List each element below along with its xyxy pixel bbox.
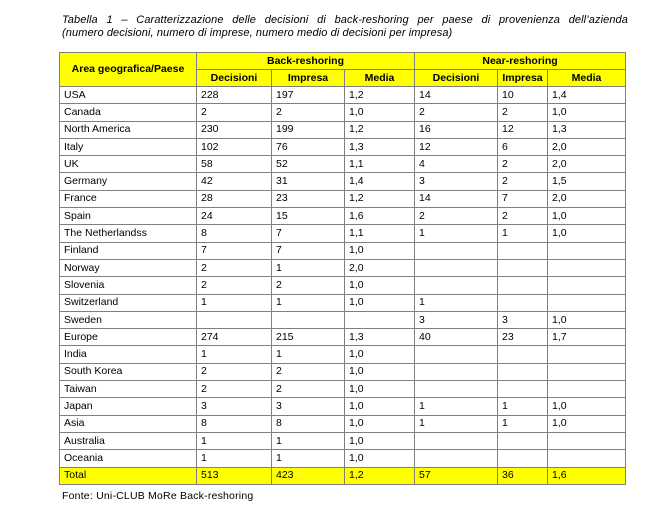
cell-back-media: 1,3 (345, 138, 415, 155)
table-row (60, 259, 626, 276)
cell-area: Switzerland (60, 294, 197, 311)
cell-area: Europe (60, 329, 197, 346)
table-row (60, 138, 626, 155)
cell-back-decisioni: 274 (197, 329, 272, 346)
cell-back-decisioni: 2 (197, 104, 272, 121)
cell-near-media: 1,0 (548, 415, 626, 432)
cell-near-decisioni: 12 (415, 138, 498, 155)
cell-near-decisioni (415, 346, 498, 363)
cell-back-media (345, 311, 415, 328)
cell-back-impresa: 7 (272, 242, 345, 259)
cell-back-media: 1,1 (345, 225, 415, 242)
cell-near-media (548, 259, 626, 276)
cell-area: Norway (60, 259, 197, 276)
header-near-media: Media (548, 70, 626, 87)
cell-near-decisioni (415, 259, 498, 276)
cell-near-impresa (498, 277, 548, 294)
cell-area: The Netherlandss (60, 225, 197, 242)
cell-near-media (548, 381, 626, 398)
table-row (60, 156, 626, 173)
cell-near-decisioni: 57 (415, 467, 498, 484)
table-row (60, 398, 626, 415)
cell-back-impresa: 31 (272, 173, 345, 190)
cell-near-impresa: 36 (498, 467, 548, 484)
cell-back-decisioni: 24 (197, 208, 272, 225)
cell-near-impresa: 1 (498, 225, 548, 242)
cell-back-impresa: 1 (272, 450, 345, 467)
caption-line-1: Tabella 1 – Caratterizzazione delle decisioni di back-reshoring per paese di provenienza dell’azienda (62, 14, 628, 26)
cell-back-media: 1,0 (345, 104, 415, 121)
cell-back-impresa: 1 (272, 432, 345, 449)
cell-near-media: 1,0 (548, 208, 626, 225)
cell-near-media: 1,5 (548, 173, 626, 190)
cell-near-media: 2,0 (548, 156, 626, 173)
table-row (60, 381, 626, 398)
cell-back-impresa: 3 (272, 398, 345, 415)
table-row (60, 190, 626, 207)
cell-near-media (548, 363, 626, 380)
cell-near-impresa: 10 (498, 87, 548, 104)
table-row (60, 242, 626, 259)
cell-near-decisioni (415, 363, 498, 380)
cell-near-impresa (498, 259, 548, 276)
cell-back-decisioni: 1 (197, 346, 272, 363)
cell-back-decisioni: 2 (197, 259, 272, 276)
cell-near-media: 1,0 (548, 398, 626, 415)
header-back-decisioni: Decisioni (197, 70, 272, 87)
cell-near-impresa: 6 (498, 138, 548, 155)
cell-area: Oceania (60, 450, 197, 467)
cell-back-media: 1,2 (345, 190, 415, 207)
cell-near-media (548, 294, 626, 311)
cell-near-media: 2,0 (548, 138, 626, 155)
cell-near-media (548, 432, 626, 449)
table-caption (62, 14, 628, 40)
cell-back-media: 1,0 (345, 415, 415, 432)
cell-back-media: 1,2 (345, 121, 415, 138)
cell-back-impresa: 1 (272, 346, 345, 363)
header-near-decisioni: Decisioni (415, 70, 498, 87)
cell-area: Italy (60, 138, 197, 155)
cell-back-media: 1,0 (345, 363, 415, 380)
cell-back-impresa: 1 (272, 259, 345, 276)
cell-back-decisioni: 28 (197, 190, 272, 207)
cell-near-impresa (498, 294, 548, 311)
header-near-impresa: Impresa (498, 70, 548, 87)
cell-back-decisioni: 8 (197, 415, 272, 432)
cell-back-decisioni: 2 (197, 381, 272, 398)
cell-near-impresa: 3 (498, 311, 548, 328)
table-row (60, 329, 626, 346)
cell-area: Spain (60, 208, 197, 225)
cell-back-decisioni: 2 (197, 363, 272, 380)
cell-area: France (60, 190, 197, 207)
header-near-reshoring: Near-reshoring (415, 53, 626, 70)
cell-area: North America (60, 121, 197, 138)
cell-near-decisioni: 4 (415, 156, 498, 173)
cell-back-decisioni: 228 (197, 87, 272, 104)
cell-back-impresa: 76 (272, 138, 345, 155)
cell-near-decisioni (415, 450, 498, 467)
cell-area: Germany (60, 173, 197, 190)
table-row (60, 225, 626, 242)
cell-near-decisioni (415, 277, 498, 294)
table-row (60, 311, 626, 328)
cell-back-impresa: 8 (272, 415, 345, 432)
cell-near-media: 1,7 (548, 329, 626, 346)
cell-back-impresa: 1 (272, 294, 345, 311)
cell-back-media: 1,0 (345, 381, 415, 398)
cell-near-media: 1,0 (548, 104, 626, 121)
cell-back-decisioni: 230 (197, 121, 272, 138)
cell-near-media: 1,6 (548, 467, 626, 484)
cell-area: Asia (60, 415, 197, 432)
cell-back-decisioni: 1 (197, 432, 272, 449)
cell-back-impresa (272, 311, 345, 328)
cell-back-media: 1,2 (345, 87, 415, 104)
cell-area: Slovenia (60, 277, 197, 294)
table-row (60, 450, 626, 467)
header-back-reshoring: Back-reshoring (197, 53, 415, 70)
cell-back-media: 1,4 (345, 173, 415, 190)
cell-near-media: 1,3 (548, 121, 626, 138)
header-back-impresa: Impresa (272, 70, 345, 87)
cell-near-decisioni: 14 (415, 190, 498, 207)
source-note: Fonte: Uni-CLUB MoRe Back-reshoring (62, 490, 254, 502)
cell-area: Canada (60, 104, 197, 121)
table-row (60, 277, 626, 294)
cell-near-media (548, 277, 626, 294)
cell-back-impresa: 15 (272, 208, 345, 225)
cell-back-decisioni: 42 (197, 173, 272, 190)
table-row (60, 415, 626, 432)
cell-back-media: 1,0 (345, 346, 415, 363)
cell-near-decisioni: 40 (415, 329, 498, 346)
cell-back-media: 1,0 (345, 450, 415, 467)
cell-near-impresa: 1 (498, 398, 548, 415)
cell-near-decisioni: 2 (415, 104, 498, 121)
cell-area: Sweden (60, 311, 197, 328)
cell-back-decisioni: 1 (197, 294, 272, 311)
cell-near-impresa: 23 (498, 329, 548, 346)
cell-back-media: 1,0 (345, 432, 415, 449)
cell-near-impresa: 1 (498, 415, 548, 432)
cell-near-decisioni (415, 242, 498, 259)
cell-back-media: 1,0 (345, 277, 415, 294)
cell-area: USA (60, 87, 197, 104)
cell-back-impresa: 2 (272, 363, 345, 380)
cell-near-impresa: 2 (498, 104, 548, 121)
table-row (60, 208, 626, 225)
cell-back-impresa: 2 (272, 104, 345, 121)
cell-back-media: 2,0 (345, 259, 415, 276)
cell-back-decisioni: 1 (197, 450, 272, 467)
cell-near-impresa (498, 242, 548, 259)
table-body (60, 87, 626, 485)
table-row (60, 173, 626, 190)
cell-back-media: 1,3 (345, 329, 415, 346)
reshoring-table (59, 52, 626, 485)
cell-near-impresa: 2 (498, 173, 548, 190)
cell-area: Total (60, 467, 197, 484)
cell-near-decisioni: 2 (415, 208, 498, 225)
cell-near-media (548, 242, 626, 259)
cell-back-media: 1,1 (345, 156, 415, 173)
cell-near-impresa (498, 381, 548, 398)
cell-near-media: 1,0 (548, 225, 626, 242)
cell-near-media: 1,4 (548, 87, 626, 104)
cell-area: South Korea (60, 363, 197, 380)
header-area: Area geografica/Paese (60, 53, 197, 87)
cell-back-impresa: 23 (272, 190, 345, 207)
cell-area: Australia (60, 432, 197, 449)
table-row (60, 104, 626, 121)
header-back-media: Media (345, 70, 415, 87)
cell-near-decisioni: 1 (415, 225, 498, 242)
cell-back-impresa: 2 (272, 277, 345, 294)
cell-area: Taiwan (60, 381, 197, 398)
cell-near-decisioni (415, 381, 498, 398)
header-row-groups (60, 53, 626, 70)
cell-back-impresa: 199 (272, 121, 345, 138)
cell-area: UK (60, 156, 197, 173)
cell-area: Finland (60, 242, 197, 259)
cell-back-impresa: 2 (272, 381, 345, 398)
total-row (60, 467, 626, 484)
cell-back-media: 1,2 (345, 467, 415, 484)
cell-back-impresa: 423 (272, 467, 345, 484)
cell-near-impresa (498, 432, 548, 449)
caption-line-2: (numero decisioni, numero di imprese, numero medio di decisioni per impresa) (62, 27, 453, 39)
cell-back-decisioni: 58 (197, 156, 272, 173)
cell-back-decisioni: 102 (197, 138, 272, 155)
cell-back-impresa: 52 (272, 156, 345, 173)
cell-back-media: 1,0 (345, 294, 415, 311)
cell-near-impresa: 7 (498, 190, 548, 207)
cell-near-impresa (498, 346, 548, 363)
cell-back-media: 1,0 (345, 398, 415, 415)
cell-near-media: 2,0 (548, 190, 626, 207)
cell-area: Japan (60, 398, 197, 415)
cell-back-media: 1,6 (345, 208, 415, 225)
cell-area: India (60, 346, 197, 363)
cell-near-impresa (498, 363, 548, 380)
cell-near-decisioni: 1 (415, 294, 498, 311)
cell-near-decisioni: 1 (415, 415, 498, 432)
cell-back-decisioni: 8 (197, 225, 272, 242)
cell-back-impresa: 215 (272, 329, 345, 346)
cell-back-decisioni: 2 (197, 277, 272, 294)
cell-back-decisioni: 513 (197, 467, 272, 484)
table-row (60, 346, 626, 363)
cell-near-impresa (498, 450, 548, 467)
cell-near-decisioni: 14 (415, 87, 498, 104)
table-row (60, 432, 626, 449)
cell-near-decisioni (415, 432, 498, 449)
cell-back-decisioni (197, 311, 272, 328)
table-row (60, 363, 626, 380)
cell-back-decisioni: 7 (197, 242, 272, 259)
cell-near-impresa: 12 (498, 121, 548, 138)
cell-back-decisioni: 3 (197, 398, 272, 415)
cell-near-media (548, 346, 626, 363)
cell-near-media: 1,0 (548, 311, 626, 328)
table-row (60, 87, 626, 104)
table-row (60, 294, 626, 311)
cell-near-decisioni: 16 (415, 121, 498, 138)
cell-near-media (548, 450, 626, 467)
table-row (60, 121, 626, 138)
cell-back-media: 1,0 (345, 242, 415, 259)
cell-near-decisioni: 3 (415, 311, 498, 328)
cell-back-impresa: 197 (272, 87, 345, 104)
cell-near-impresa: 2 (498, 156, 548, 173)
cell-near-decisioni: 1 (415, 398, 498, 415)
cell-near-decisioni: 3 (415, 173, 498, 190)
cell-back-impresa: 7 (272, 225, 345, 242)
cell-near-impresa: 2 (498, 208, 548, 225)
